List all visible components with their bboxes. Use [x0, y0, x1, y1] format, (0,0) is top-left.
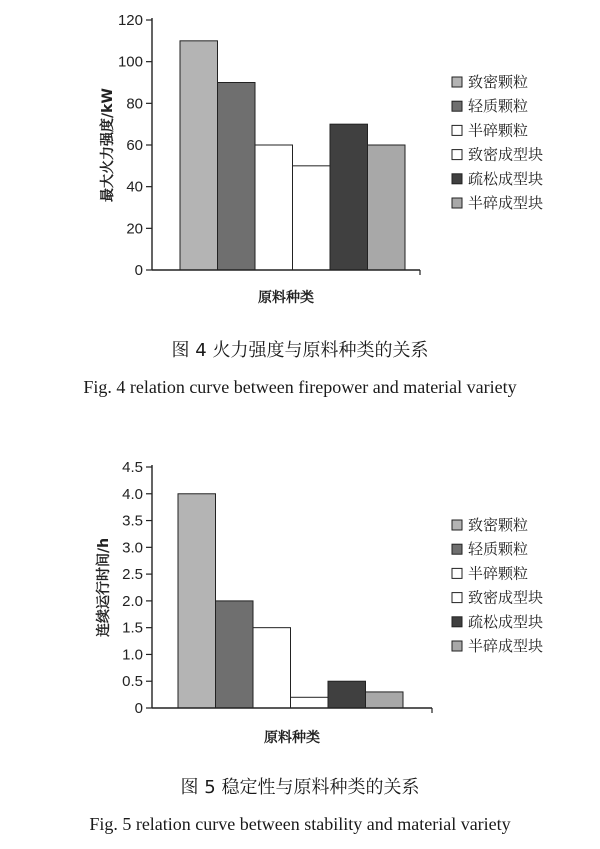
y-tick-label: 60 — [126, 137, 143, 154]
legend-label: 致密颗粒 — [468, 516, 529, 534]
legend-swatch — [452, 125, 462, 135]
x-axis-title: 原料种类 — [258, 290, 314, 306]
y-tick-label: 2.0 — [122, 592, 143, 610]
legend-label: 半碎颗粒 — [468, 121, 529, 140]
y-tick-label: 3.5 — [122, 512, 143, 530]
legend-label: 半碎颗粒 — [468, 564, 529, 583]
stability-bar-chart — [95, 459, 543, 746]
bar-1 — [180, 41, 218, 270]
bar-2 — [216, 601, 254, 708]
firepower-bar-chart — [99, 12, 543, 306]
legend-label: 疏松成型块 — [468, 169, 544, 188]
figure-4-caption-cn: 图 4 火力强度与原料种类的关系 — [171, 340, 429, 361]
legend-swatch — [452, 520, 462, 530]
legend-swatch — [452, 568, 462, 578]
y-tick-label: 80 — [126, 95, 143, 113]
legend-swatch — [452, 593, 462, 603]
bar-5 — [330, 124, 368, 270]
legend-swatch — [452, 150, 462, 160]
bar-6 — [366, 692, 404, 708]
legend-swatch — [452, 198, 462, 208]
legend-swatch — [452, 101, 462, 111]
legend-label: 轻质颗粒 — [468, 97, 529, 116]
legend-swatch — [452, 617, 462, 627]
y-axis-title: 最大火力强度/kW — [100, 88, 116, 202]
legend-swatch — [452, 544, 462, 554]
y-tick-label: 120 — [117, 12, 143, 29]
legend-label: 轻质颗粒 — [468, 540, 529, 559]
y-tick-label: 20 — [126, 220, 143, 238]
x-axis-title: 原料种类 — [264, 730, 320, 746]
y-tick-label: 2.5 — [122, 566, 143, 584]
legend-swatch — [452, 77, 462, 87]
legend-swatch — [452, 641, 462, 651]
bar-5 — [328, 681, 366, 708]
legend-label: 致密颗粒 — [468, 73, 529, 91]
legend-label: 半碎成型块 — [468, 637, 544, 655]
legend-swatch — [452, 174, 462, 184]
y-tick-label: 0 — [134, 700, 143, 717]
legend-label: 致密成型块 — [468, 145, 544, 164]
y-tick-label: 3.0 — [122, 539, 143, 557]
y-tick-label: 0 — [134, 262, 143, 279]
y-tick-label: 4.5 — [122, 459, 143, 476]
figure-4-caption-en: Fig. 4 relation curve between firepower and material variety — [83, 377, 517, 397]
bar-1 — [178, 494, 216, 708]
bar-4 — [291, 697, 329, 708]
bar-3 — [253, 628, 291, 708]
y-tick-label: 40 — [126, 178, 143, 196]
y-tick-label: 1.0 — [122, 646, 143, 664]
legend-label: 半碎成型块 — [468, 194, 544, 212]
y-tick-label: 100 — [117, 53, 143, 71]
legend-label: 致密成型块 — [468, 588, 544, 607]
bar-3 — [255, 145, 293, 270]
y-tick-label: 4.0 — [122, 485, 143, 503]
figure-5-caption-en: Fig. 5 relation curve between stability and material variety — [89, 814, 511, 834]
bar-4 — [293, 166, 331, 270]
bar-2 — [218, 83, 256, 271]
legend-label: 疏松成型块 — [468, 612, 544, 631]
bar-6 — [368, 145, 406, 270]
figure-5-caption-cn: 图 5 稳定性与原料种类的关系 — [180, 777, 420, 798]
y-tick-label: 1.5 — [122, 619, 143, 637]
y-tick-label: 0.5 — [122, 673, 143, 691]
y-axis-title: 连续运行时间/h — [96, 537, 112, 638]
